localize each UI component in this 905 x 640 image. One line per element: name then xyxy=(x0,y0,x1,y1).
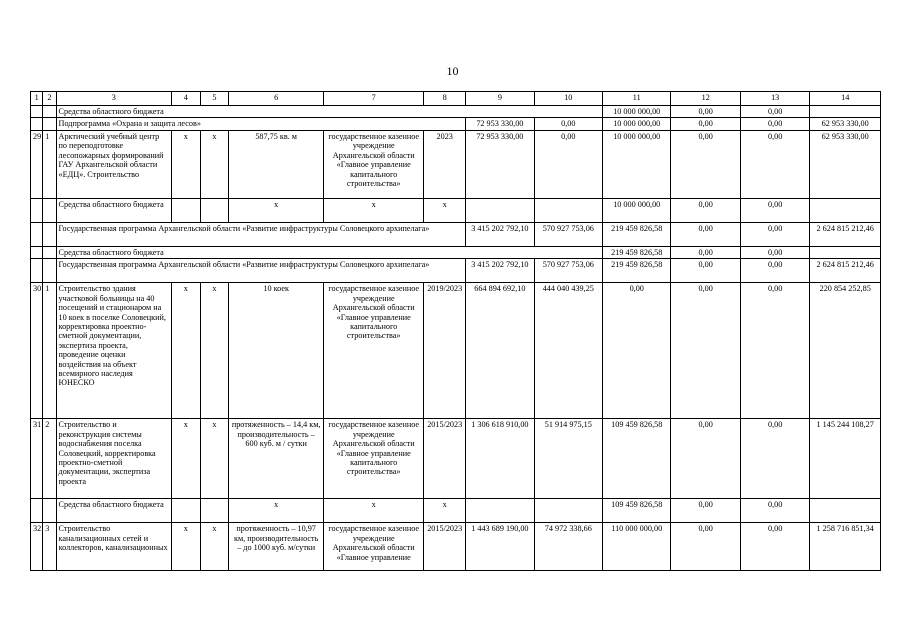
cell: 10 000 000,00 xyxy=(603,118,671,130)
cell: х xyxy=(171,523,200,571)
cell: 570 927 753,06 xyxy=(534,259,602,283)
cell: 10 000 000,00 xyxy=(603,130,671,198)
table-row xyxy=(31,130,881,198)
cell: 0,00 xyxy=(740,130,809,198)
header-cell: 6 xyxy=(229,92,324,106)
cell: 0,00 xyxy=(740,283,809,419)
cell: х xyxy=(424,499,466,523)
cell: х xyxy=(200,283,229,419)
cell: протяженность – 14,4 км, производительность – 600 куб. м / сутки xyxy=(229,419,324,499)
cell: 2015/2023 xyxy=(424,523,466,571)
cell: 110 000 000,00 xyxy=(603,523,671,571)
cell: 109 459 826,58 xyxy=(603,499,671,523)
cell: 0,00 xyxy=(671,419,740,499)
header-cell: 7 xyxy=(324,92,424,106)
cell: 219 459 826,58 xyxy=(603,222,671,246)
header-cell: 13 xyxy=(740,92,809,106)
header-cell: 11 xyxy=(603,92,671,106)
cell: 2019/2023 xyxy=(424,283,466,419)
table-row xyxy=(31,419,881,499)
cell: 219 459 826,58 xyxy=(603,246,671,258)
cell: 0,00 xyxy=(740,419,809,499)
cell: 0,00 xyxy=(603,283,671,419)
cell: 51 914 975,15 xyxy=(534,419,602,499)
cell: 10 000 000,00 xyxy=(603,198,671,222)
cell: х xyxy=(200,419,229,499)
table-row xyxy=(31,259,881,283)
cell: 10 коек xyxy=(229,283,324,419)
row-label: Подпрограмма «Охрана и защита лесов» xyxy=(56,118,466,130)
cell: 587,75 кв. м xyxy=(229,130,324,198)
cell: х xyxy=(229,499,324,523)
row-label: Государственная программа Архангельской области «Развитие инфраструктуры Соловецкого архипелага» xyxy=(56,222,466,246)
cell: 0,00 xyxy=(740,259,809,283)
row-label: Средства областного бюджета xyxy=(56,106,602,118)
cell: х xyxy=(171,130,200,198)
cell: 2023 xyxy=(424,130,466,198)
cell: 0,00 xyxy=(671,523,740,571)
cell: 0,00 xyxy=(534,118,602,130)
cell: 0,00 xyxy=(671,198,740,222)
cell: Строительство здания участковой больницы на 40 посещений и стационаром на 10 коек в поселке Соловецкий, корректировка проектно-сметной документации, экспертиза проекта, проведение оценки воздействия на объект всемирного наследия ЮНЕСКО xyxy=(56,283,171,419)
cell: 0,00 xyxy=(671,118,740,130)
cell: 219 459 826,58 xyxy=(603,259,671,283)
cell: х xyxy=(171,419,200,499)
cell: 31 xyxy=(31,419,43,499)
cell: 1 443 689 190,00 xyxy=(466,523,534,571)
cell: 62 953 330,00 xyxy=(810,118,881,130)
header-cell: 1 xyxy=(31,92,43,106)
table-row xyxy=(31,198,881,222)
cell: 3 415 202 792,10 xyxy=(466,222,534,246)
cell: 2 624 815 212,46 xyxy=(810,259,881,283)
cell: 0,00 xyxy=(671,106,740,118)
page-number: 10 xyxy=(446,64,459,78)
header-cell: 4 xyxy=(171,92,200,106)
cell: 0,00 xyxy=(740,499,809,523)
cell: протяженность – 10,97 км, производительность – до 1000 куб. м/сутки xyxy=(229,523,324,571)
cell: х xyxy=(324,499,424,523)
cell: государственное казенное учреждение Архангельской области «Главное управление xyxy=(324,523,424,571)
cell: х xyxy=(324,198,424,222)
row-label: Средства областного бюджета xyxy=(56,246,602,258)
cell: 30 xyxy=(31,283,43,419)
cell: 72 953 330,00 xyxy=(466,118,534,130)
header-row xyxy=(31,92,881,106)
cell: 664 894 692,10 xyxy=(466,283,534,419)
cell: 1 145 244 108,27 xyxy=(810,419,881,499)
cell: государственное казенное учреждение Архангельской области «Главное управление капитального строительства» xyxy=(324,419,424,499)
cell: 1 xyxy=(43,283,56,419)
table-row xyxy=(31,523,881,571)
cell: 0,00 xyxy=(671,259,740,283)
cell: 2 xyxy=(43,419,56,499)
cell: Строительство канализационных сетей и коллекторов, канализационных xyxy=(56,523,171,571)
cell: 3 415 202 792,10 xyxy=(466,259,534,283)
cell: 0,00 xyxy=(671,283,740,419)
cell: Средства областного бюджета xyxy=(56,198,171,222)
cell: х xyxy=(229,198,324,222)
cell: 0,00 xyxy=(740,118,809,130)
cell: 570 927 753,06 xyxy=(534,222,602,246)
cell: 0,00 xyxy=(740,106,809,118)
header-cell: 3 xyxy=(56,92,171,106)
header-cell: 2 xyxy=(43,92,56,106)
cell: 0,00 xyxy=(740,198,809,222)
cell: 29 xyxy=(31,130,43,198)
cell: 220 854 252,85 xyxy=(810,283,881,419)
cell: Арктический учебный центр по переподготовке лесопожарных формирований ГАУ Архангельской области «ЕДЦ». Строительство xyxy=(56,130,171,198)
cell: 0,00 xyxy=(740,246,809,258)
cell: 2 624 815 212,46 xyxy=(810,222,881,246)
cell: х xyxy=(424,198,466,222)
cell: государственное казенное учреждение Архангельской области «Главное управление капитального строительства» xyxy=(324,130,424,198)
cell: х xyxy=(200,130,229,198)
header-cell: 9 xyxy=(466,92,534,106)
cell: 74 972 338,66 xyxy=(534,523,602,571)
cell: 0,00 xyxy=(671,130,740,198)
cell: 0,00 xyxy=(740,523,809,571)
cell: государственное казенное учреждение Архангельской области «Главное управление капитального строительства» xyxy=(324,283,424,419)
row-label: Государственная программа Архангельской области «Развитие инфраструктуры Соловецкого архипелага» xyxy=(56,259,466,283)
cell: Средства областного бюджета xyxy=(56,499,171,523)
cell: 109 459 826,58 xyxy=(603,419,671,499)
cell: 0,00 xyxy=(671,222,740,246)
table-row xyxy=(31,283,881,419)
cell: 444 040 439,25 xyxy=(534,283,602,419)
table-row xyxy=(31,499,881,523)
cell: 0,00 xyxy=(671,499,740,523)
cell: 3 xyxy=(43,523,56,571)
table-row xyxy=(31,222,881,246)
cell: х xyxy=(200,523,229,571)
header-cell: 12 xyxy=(671,92,740,106)
header-cell: 5 xyxy=(200,92,229,106)
cell: 1 xyxy=(43,130,56,198)
header-cell: 8 xyxy=(424,92,466,106)
header-cell: 14 xyxy=(810,92,881,106)
cell: 62 953 330,00 xyxy=(810,130,881,198)
table-row xyxy=(31,118,881,130)
cell: Строительство и реконструкция системы водоснабжения поселка Соловецкий, корректировка проектно-сметной документации, экспертиза проекта xyxy=(56,419,171,499)
cell: 0,00 xyxy=(740,222,809,246)
cell: 1 258 716 851,34 xyxy=(810,523,881,571)
cell: 10 000 000,00 xyxy=(603,106,671,118)
cell: 1 306 618 910,00 xyxy=(466,419,534,499)
cell: 0,00 xyxy=(671,246,740,258)
cell: 0,00 xyxy=(534,130,602,198)
cell: х xyxy=(171,283,200,419)
budget-table xyxy=(30,91,881,571)
cell: 72 953 330,00 xyxy=(466,130,534,198)
table-row xyxy=(31,246,881,258)
header-cell: 10 xyxy=(534,92,602,106)
cell: 2015/2023 xyxy=(424,419,466,499)
table-row xyxy=(31,106,881,118)
cell: 32 xyxy=(31,523,43,571)
